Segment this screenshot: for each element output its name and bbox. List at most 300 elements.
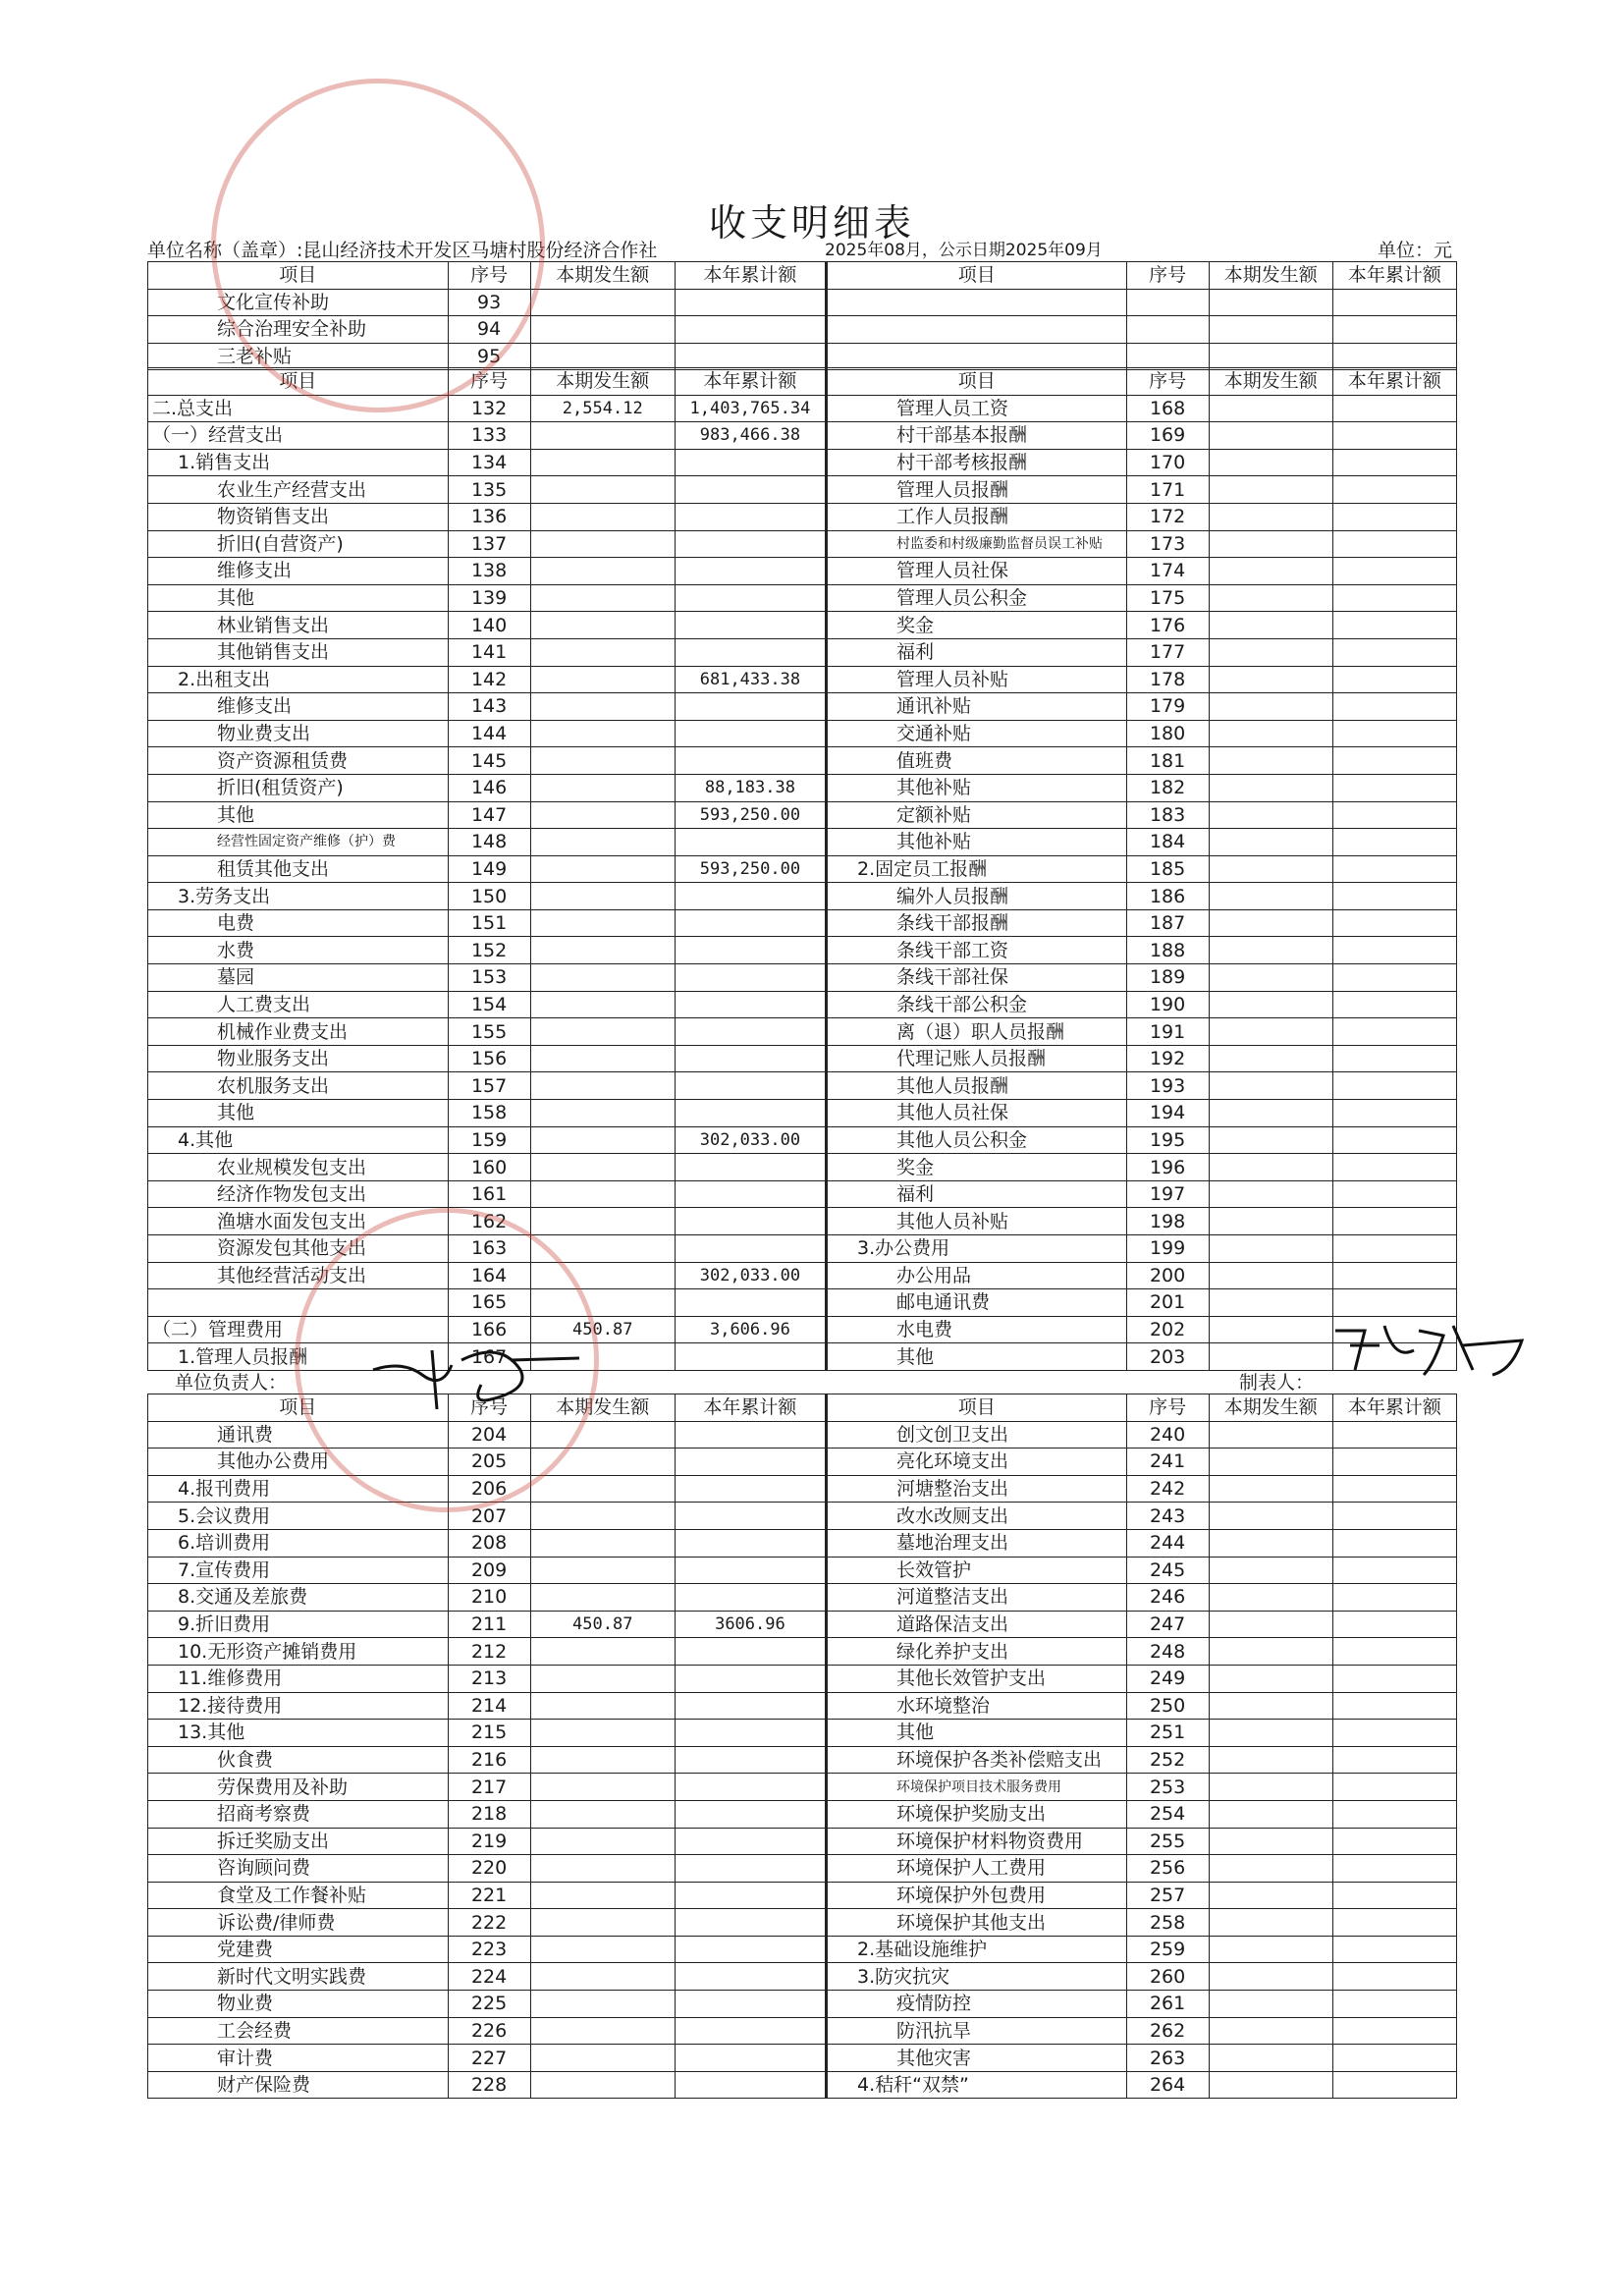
- current-amount: [1209, 558, 1332, 585]
- current-amount: [1209, 2071, 1332, 2099]
- serial-number: 249: [1126, 1665, 1209, 1692]
- ytd-amount: [675, 1909, 826, 1937]
- item-name: 经营性固定资产维修（护）费: [148, 829, 449, 856]
- current-amount: [1209, 829, 1332, 856]
- current-amount: [530, 476, 675, 504]
- serial-number: 174: [1126, 558, 1209, 585]
- current-amount: [530, 584, 675, 612]
- item-name: 长效管护: [827, 1557, 1127, 1584]
- ytd-amount: 302,033.00: [675, 1262, 826, 1289]
- ytd-amount: [1332, 991, 1456, 1018]
- serial-number: 146: [448, 774, 530, 801]
- item-name: 条线干部公积金: [827, 991, 1127, 1018]
- current-amount: [530, 1800, 675, 1828]
- serial-number: 140: [448, 612, 530, 639]
- item-name: 其他办公费用: [148, 1449, 449, 1476]
- item-name: 农业生产经营支出: [148, 476, 449, 504]
- ytd-amount: [675, 747, 826, 775]
- item-name: 创文创卫支出: [827, 1421, 1127, 1449]
- serial-number: 169: [1126, 422, 1209, 450]
- serial-number: 178: [1126, 666, 1209, 693]
- column-header: 本年累计额: [1332, 368, 1456, 396]
- serial-number: 253: [1126, 1774, 1209, 1801]
- item-name: 拆迁奖励支出: [148, 1828, 449, 1855]
- item-name: 工作人员报酬: [827, 503, 1127, 530]
- serial-number: 255: [1126, 1828, 1209, 1855]
- serial-number: 137: [448, 530, 530, 558]
- current-amount: [530, 1529, 675, 1557]
- serial-number: 142: [448, 666, 530, 693]
- serial-number: 177: [1126, 638, 1209, 666]
- table-row: [148, 1180, 1457, 1208]
- current-amount: [1209, 1289, 1332, 1317]
- item-name: 疫情防控: [827, 1991, 1127, 2018]
- serial-number: 221: [448, 1882, 530, 1909]
- current-amount: [530, 666, 675, 693]
- current-amount: [530, 1665, 675, 1692]
- column-header: 本期发生额: [1209, 368, 1332, 396]
- item-name: 3.劳务支出: [148, 883, 449, 910]
- item-name: 电费: [148, 909, 449, 937]
- table-row: [148, 1800, 1457, 1828]
- ytd-amount: [1332, 612, 1456, 639]
- current-amount: [1209, 909, 1332, 937]
- serial-number: 187: [1126, 909, 1209, 937]
- current-amount: [1209, 1072, 1332, 1100]
- ytd-amount: [675, 612, 826, 639]
- item-name: [827, 343, 1127, 370]
- current-amount: [1209, 720, 1332, 747]
- current-amount: [1209, 937, 1332, 964]
- serial-number: 254: [1126, 1800, 1209, 1828]
- serial-number: 139: [448, 584, 530, 612]
- ytd-amount: [1332, 584, 1456, 612]
- current-amount: [530, 449, 675, 476]
- table-row: [148, 1343, 1457, 1371]
- serial-number: 246: [1126, 1584, 1209, 1612]
- item-name: 管理人员社保: [827, 558, 1127, 585]
- column-header: 本年累计额: [675, 1394, 826, 1422]
- item-name: 防汛抗旱: [827, 2017, 1127, 2045]
- column-header: 序号: [1126, 1394, 1209, 1422]
- table-row: [148, 1289, 1457, 1317]
- item-name: [827, 289, 1127, 316]
- current-amount: [530, 1746, 675, 1774]
- current-amount: [1209, 395, 1332, 422]
- current-amount: [1209, 1611, 1332, 1638]
- ytd-amount: [675, 1665, 826, 1692]
- item-name: 条线干部报酬: [827, 909, 1127, 937]
- current-amount: [530, 720, 675, 747]
- serial-number: 152: [448, 937, 530, 964]
- serial-number: 148: [448, 829, 530, 856]
- ytd-amount: [1332, 1529, 1456, 1557]
- item-name: 资产资源租赁费: [148, 747, 449, 775]
- ytd-amount: [1332, 1963, 1456, 1991]
- item-name: 墓园: [148, 964, 449, 992]
- ytd-amount: [1332, 829, 1456, 856]
- serial-number: 257: [1126, 1882, 1209, 1909]
- serial-number: 167: [448, 1343, 530, 1371]
- serial-number: 214: [448, 1692, 530, 1720]
- ytd-amount: [1332, 1665, 1456, 1692]
- serial-number: 180: [1126, 720, 1209, 747]
- current-amount: [530, 774, 675, 801]
- ytd-amount: 681,433.38: [675, 666, 826, 693]
- item-name: 道路保洁支出: [827, 1611, 1127, 1638]
- table-row: [148, 1936, 1457, 1963]
- serial-number: 219: [448, 1828, 530, 1855]
- current-amount: [1209, 1557, 1332, 1584]
- table-row: [148, 1855, 1457, 1883]
- current-amount: [530, 1828, 675, 1855]
- serial-number: 170: [1126, 449, 1209, 476]
- item-name: 2.基础设施维护: [827, 1936, 1127, 1963]
- serial-number: 184: [1126, 829, 1209, 856]
- item-name: 其他: [148, 584, 449, 612]
- current-amount: 2,554.12: [530, 395, 675, 422]
- current-amount: [530, 1045, 675, 1072]
- item-name: 审计费: [148, 2045, 449, 2072]
- item-name: 其他销售支出: [148, 638, 449, 666]
- ytd-amount: [1332, 1611, 1456, 1638]
- table-row: [148, 1235, 1457, 1263]
- ytd-amount: [675, 449, 826, 476]
- serial-number: [1126, 316, 1209, 344]
- ytd-amount: [675, 693, 826, 721]
- table-row: [148, 558, 1457, 585]
- current-amount: [530, 801, 675, 829]
- item-name: 编外人员报酬: [827, 883, 1127, 910]
- item-name: 河道整洁支出: [827, 1584, 1127, 1612]
- serial-number: 182: [1126, 774, 1209, 801]
- ytd-amount: [1332, 1072, 1456, 1100]
- serial-number: 245: [1126, 1557, 1209, 1584]
- serial-number: 161: [448, 1180, 530, 1208]
- table-row: [148, 1154, 1457, 1181]
- serial-number: 193: [1126, 1072, 1209, 1100]
- serial-number: 172: [1126, 503, 1209, 530]
- serial-number: 134: [448, 449, 530, 476]
- ytd-amount: [1332, 316, 1456, 344]
- serial-number: 225: [448, 1991, 530, 2018]
- current-amount: [1209, 422, 1332, 450]
- column-header: 本期发生额: [530, 368, 675, 396]
- current-amount: [530, 829, 675, 856]
- current-amount: [530, 937, 675, 964]
- serial-number: [1126, 343, 1209, 370]
- current-amount: [1209, 1800, 1332, 1828]
- column-header: 本期发生额: [1209, 1394, 1332, 1422]
- ytd-amount: [675, 1018, 826, 1046]
- table-row: [148, 829, 1457, 856]
- serial-number: 132: [448, 395, 530, 422]
- current-amount: [530, 964, 675, 992]
- item-name: 办公用品: [827, 1262, 1127, 1289]
- serial-number: 243: [1126, 1503, 1209, 1530]
- table-row: [148, 1774, 1457, 1801]
- ytd-amount: [1332, 2071, 1456, 2099]
- ytd-amount: [1332, 476, 1456, 504]
- serial-number: 156: [448, 1045, 530, 1072]
- ytd-amount: [675, 530, 826, 558]
- item-name: 维修支出: [148, 693, 449, 721]
- table-row: [148, 1503, 1457, 1530]
- item-name: 2.出租支出: [148, 666, 449, 693]
- unit-name: 单位名称（盖章）:昆山经济技术开发区马塘村股份经济合作社: [147, 240, 658, 261]
- ytd-amount: [1332, 449, 1456, 476]
- item-name: 5.会议费用: [148, 1503, 449, 1530]
- current-amount: [1209, 289, 1332, 316]
- serial-number: 144: [448, 720, 530, 747]
- serial-number: 145: [448, 747, 530, 775]
- table-row: [148, 1692, 1457, 1720]
- ytd-amount: [1332, 720, 1456, 747]
- table-row: [148, 1611, 1457, 1638]
- ytd-amount: [675, 1774, 826, 1801]
- item-name: 村干部考核报酬: [827, 449, 1127, 476]
- ytd-amount: [1332, 1584, 1456, 1612]
- serial-number: 195: [1126, 1126, 1209, 1154]
- column-header: 项目: [148, 1394, 449, 1422]
- item-name: 其他人员社保: [827, 1100, 1127, 1127]
- table-row: [148, 316, 1457, 344]
- current-amount: [1209, 964, 1332, 992]
- ytd-amount: [675, 1180, 826, 1208]
- table-row: [148, 638, 1457, 666]
- ytd-amount: [1332, 1235, 1456, 1263]
- table-row: [148, 2017, 1457, 2045]
- ytd-amount: [1332, 2045, 1456, 2072]
- item-name: 6.培训费用: [148, 1529, 449, 1557]
- ytd-amount: [1332, 1421, 1456, 1449]
- ytd-amount: [675, 503, 826, 530]
- item-name: 党建费: [148, 1936, 449, 1963]
- serial-number: 194: [1126, 1100, 1209, 1127]
- item-name: 人工费支出: [148, 991, 449, 1018]
- serial-number: 147: [448, 801, 530, 829]
- serial-number: 133: [448, 422, 530, 450]
- serial-number: 259: [1126, 1936, 1209, 1963]
- item-name: 折旧(自营资产): [148, 530, 449, 558]
- item-name: 12.接待费用: [148, 1692, 449, 1720]
- current-amount: [1209, 855, 1332, 883]
- serial-number: 215: [448, 1720, 530, 1747]
- table-row: [148, 1100, 1457, 1127]
- current-amount: [530, 1720, 675, 1747]
- ytd-amount: [675, 1963, 826, 1991]
- item-name: 资源发包其他支出: [148, 1235, 449, 1263]
- item-name: 4.秸秆“双禁”: [827, 2071, 1127, 2099]
- item-name: 招商考察费: [148, 1800, 449, 1828]
- ytd-amount: [675, 1235, 826, 1263]
- ytd-amount: [675, 1208, 826, 1235]
- ytd-amount: [1332, 1154, 1456, 1181]
- current-amount: [1209, 991, 1332, 1018]
- serial-number: 220: [448, 1855, 530, 1883]
- current-amount: [1209, 1746, 1332, 1774]
- table-row: [148, 855, 1457, 883]
- current-amount: [530, 316, 675, 344]
- current-amount: [530, 558, 675, 585]
- ytd-amount: [675, 558, 826, 585]
- item-name: 食堂及工作餐补贴: [148, 1882, 449, 1909]
- item-name: 福利: [827, 1180, 1127, 1208]
- table-row: [148, 449, 1457, 476]
- ytd-amount: [1332, 1018, 1456, 1046]
- table-row: [148, 530, 1457, 558]
- serial-number: 222: [448, 1909, 530, 1937]
- ytd-amount: [1332, 289, 1456, 316]
- item-name: 4.其他: [148, 1126, 449, 1154]
- item-name: 4.报刊费用: [148, 1475, 449, 1503]
- item-name: 13.其他: [148, 1720, 449, 1747]
- item-name: 通讯补贴: [827, 693, 1127, 721]
- serial-number: 149: [448, 855, 530, 883]
- ytd-amount: [675, 829, 826, 856]
- current-amount: [530, 289, 675, 316]
- item-name: 财产保险费: [148, 2071, 449, 2099]
- item-name: 机械作业费支出: [148, 1018, 449, 1046]
- item-name: 2.固定员工报酬: [827, 855, 1127, 883]
- column-header: 项目: [148, 368, 449, 396]
- ytd-amount: 88,183.38: [675, 774, 826, 801]
- serial-number: 141: [448, 638, 530, 666]
- ytd-amount: [1332, 1503, 1456, 1530]
- serial-number: 183: [1126, 801, 1209, 829]
- item-name: 条线干部工资: [827, 937, 1127, 964]
- item-name: 物资销售支出: [148, 503, 449, 530]
- serial-number: 260: [1126, 1963, 1209, 1991]
- item-name: 村干部基本报酬: [827, 422, 1127, 450]
- ytd-amount: [675, 1936, 826, 1963]
- table-row: [148, 964, 1457, 992]
- item-name: 改水改厕支出: [827, 1503, 1127, 1530]
- current-amount: [1209, 1100, 1332, 1127]
- ytd-amount: [675, 1449, 826, 1476]
- current-amount: [530, 991, 675, 1018]
- ytd-amount: [675, 720, 826, 747]
- current-amount: [530, 1208, 675, 1235]
- item-name: 咨询顾问费: [148, 1855, 449, 1883]
- table-row: [148, 1072, 1457, 1100]
- item-name: 农业规模发包支出: [148, 1154, 449, 1181]
- item-name: 其他: [148, 1100, 449, 1127]
- ytd-amount: [1332, 1909, 1456, 1937]
- current-amount: [530, 1503, 675, 1530]
- current-amount: [1209, 1343, 1332, 1371]
- ytd-amount: [675, 2017, 826, 2045]
- current-amount: [530, 855, 675, 883]
- current-amount: [1209, 1855, 1332, 1883]
- ytd-amount: [1332, 1936, 1456, 1963]
- table-row: [148, 503, 1457, 530]
- serial-number: 166: [448, 1316, 530, 1343]
- item-name: 伙食费: [148, 1746, 449, 1774]
- serial-number: 208: [448, 1529, 530, 1557]
- serial-number: 247: [1126, 1611, 1209, 1638]
- current-amount: 450.87: [530, 1316, 675, 1343]
- table-row: [148, 1665, 1457, 1692]
- table-row: [148, 1828, 1457, 1855]
- current-amount: [1209, 774, 1332, 801]
- serial-number: 176: [1126, 612, 1209, 639]
- serial-number: 210: [448, 1584, 530, 1612]
- current-amount: [530, 1963, 675, 1991]
- item-name: 环境保护材料物资费用: [827, 1828, 1127, 1855]
- ytd-amount: [1332, 693, 1456, 721]
- current-amount: [530, 1018, 675, 1046]
- table-row: [148, 666, 1457, 693]
- current-amount: [1209, 1503, 1332, 1530]
- item-name: 二.总支出: [148, 395, 449, 422]
- item-name: 管理人员工资: [827, 395, 1127, 422]
- current-amount: [1209, 1449, 1332, 1476]
- ytd-amount: [1332, 558, 1456, 585]
- serial-number: 164: [448, 1262, 530, 1289]
- current-amount: [530, 1449, 675, 1476]
- current-amount: [530, 1936, 675, 1963]
- ytd-amount: 593,250.00: [675, 855, 826, 883]
- item-name: 福利: [827, 638, 1127, 666]
- ytd-amount: [675, 1584, 826, 1612]
- serial-number: [1126, 289, 1209, 316]
- item-name: 水电费: [827, 1316, 1127, 1343]
- column-header: 本年累计额: [1332, 1394, 1456, 1422]
- ytd-amount: [1332, 1126, 1456, 1154]
- item-name: 物业服务支出: [148, 1045, 449, 1072]
- ytd-amount: [1332, 1800, 1456, 1828]
- table-row: [148, 1421, 1457, 1449]
- item-name: 条线干部社保: [827, 964, 1127, 992]
- current-amount: [1209, 1262, 1332, 1289]
- ytd-amount: 3606.96: [675, 1611, 826, 1638]
- item-name: 管理人员补贴: [827, 666, 1127, 693]
- table-row: [148, 801, 1457, 829]
- serial-number: 228: [448, 2071, 530, 2099]
- current-amount: [1209, 1720, 1332, 1747]
- item-name: 水费: [148, 937, 449, 964]
- table-row: [148, 395, 1457, 422]
- ytd-amount: [1332, 1828, 1456, 1855]
- current-amount: [1209, 1126, 1332, 1154]
- current-amount: [1209, 612, 1332, 639]
- current-amount: [1209, 747, 1332, 775]
- column-header: 序号: [448, 1394, 530, 1422]
- current-amount: [530, 1289, 675, 1317]
- ytd-amount: [1332, 1343, 1456, 1371]
- serial-number: 206: [448, 1475, 530, 1503]
- ytd-amount: 3,606.96: [675, 1316, 826, 1343]
- ytd-amount: [1332, 1180, 1456, 1208]
- current-amount: [530, 422, 675, 450]
- serial-number: 203: [1126, 1343, 1209, 1371]
- current-amount: [1209, 1529, 1332, 1557]
- item-name: 环境保护项目技术服务费用: [827, 1774, 1127, 1801]
- item-name: [827, 316, 1127, 344]
- ytd-amount: [1332, 422, 1456, 450]
- serial-number: 197: [1126, 1180, 1209, 1208]
- serial-number: 242: [1126, 1475, 1209, 1503]
- ytd-amount: [1332, 1774, 1456, 1801]
- column-header: 本期发生额: [530, 1394, 675, 1422]
- serial-number: 162: [448, 1208, 530, 1235]
- serial-number: 261: [1126, 1991, 1209, 2018]
- item-name: [148, 1289, 449, 1317]
- current-amount: [530, 1235, 675, 1263]
- item-name: 墓地治理支出: [827, 1529, 1127, 1557]
- serial-number: 205: [448, 1449, 530, 1476]
